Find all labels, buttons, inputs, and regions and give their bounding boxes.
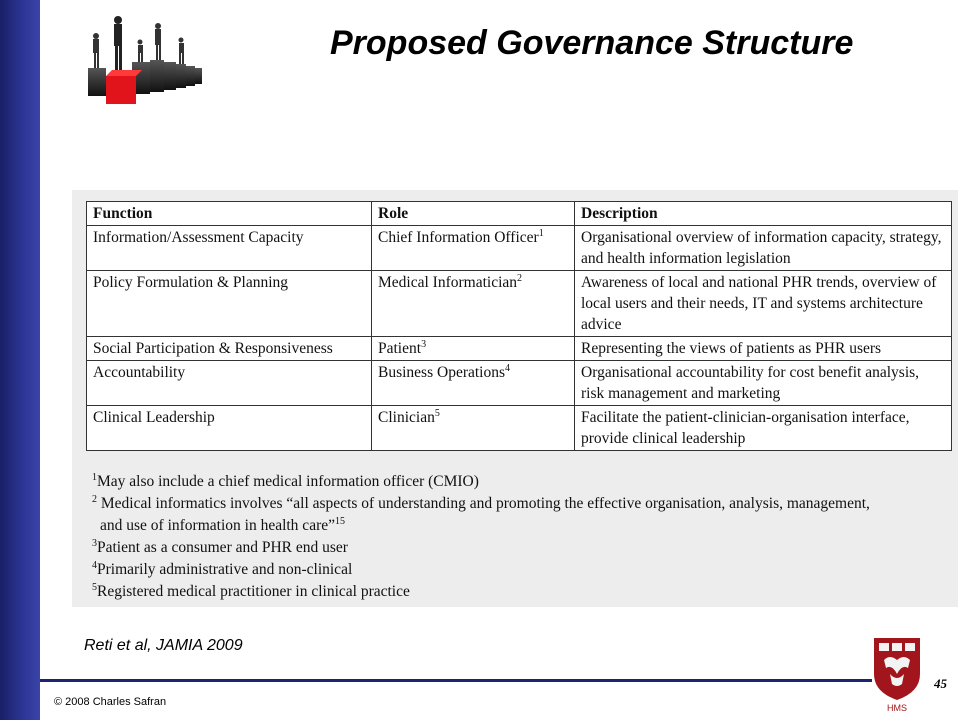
table-row <box>87 271 952 337</box>
role-footnote-marker: 2 <box>517 272 523 284</box>
footnote-text: Primarily administrative and non-clinical <box>97 561 353 578</box>
role-footnote-marker: 5 <box>434 407 440 419</box>
header-role: Role <box>372 202 575 226</box>
table-row <box>87 406 952 451</box>
cell-description: Representing the views of patients as PHR users <box>575 337 952 361</box>
citation: Reti et al, JAMIA 2009 <box>84 637 243 654</box>
cell-role <box>372 337 575 361</box>
slide-title: Proposed Governance Structure <box>330 24 854 62</box>
cell-function: Policy Formulation & Planning <box>87 271 372 337</box>
page-number: 45 <box>934 676 947 691</box>
footnote-3 <box>92 537 952 559</box>
role-footnote-marker: 4 <box>505 362 511 374</box>
role-footnote-marker: 1 <box>538 227 544 239</box>
cell-function: Information/Assessment Capacity <box>87 226 372 271</box>
footnote-2-continued <box>92 515 952 537</box>
table-row <box>87 226 952 271</box>
cell-function: Accountability <box>87 361 372 406</box>
cell-description: Organisational overview of information capacity, strategy, and health information legislation <box>575 226 952 271</box>
business-people-on-blocks-image <box>84 10 204 110</box>
cell-function: Clinical Leadership <box>87 406 372 451</box>
table-header-row <box>87 202 952 226</box>
footnote-4 <box>92 559 952 581</box>
footnote-marker: 5 <box>92 581 97 593</box>
cell-description: Organisational accountability for cost benefit analysis, risk management and marketing <box>575 361 952 406</box>
cell-role <box>372 361 575 406</box>
table-image-panel <box>72 190 958 607</box>
footnote-marker: 3 <box>92 537 97 549</box>
cell-role <box>372 406 575 451</box>
header-function: Function <box>87 202 372 226</box>
cell-description: Awareness of local and national PHR trends, overview of local users and their needs, IT and systems architecture advice <box>575 271 952 337</box>
footnote-text: Medical informatics involves “all aspects of understanding and promoting the effective organisation, analysis, management, <box>97 495 870 512</box>
hms-shield-logo <box>870 634 924 714</box>
left-sidebar-bar <box>0 0 40 720</box>
cell-description: Facilitate the patient-clinician-organisation interface, provide clinical leadership <box>575 406 952 451</box>
footnote-marker: 2 <box>92 493 97 505</box>
role-text: Clinician <box>378 409 435 426</box>
table-row <box>87 361 952 406</box>
footnotes <box>92 471 952 603</box>
footnote-text: Registered medical practitioner in clinical practice <box>97 583 410 600</box>
footnote-1 <box>92 471 952 493</box>
role-text: Business Operations <box>378 364 506 381</box>
table-row <box>87 337 952 361</box>
role-text: Medical Informatician <box>378 274 518 291</box>
role-footnote-marker: 3 <box>421 338 427 350</box>
header-description: Description <box>575 202 952 226</box>
footnote-2 <box>92 493 952 515</box>
footnote-marker: 1 <box>92 471 97 483</box>
footnote-reference: 15 <box>335 515 345 527</box>
shield-logo-text: HMS <box>887 703 907 713</box>
footer-divider <box>40 679 872 682</box>
cell-role <box>372 226 575 271</box>
governance-table <box>86 201 952 451</box>
cell-function: Social Participation & Responsiveness <box>87 337 372 361</box>
footnote-5 <box>92 581 952 603</box>
role-text: Patient <box>378 340 422 357</box>
copyright-text: © 2008 Charles Safran <box>54 696 167 708</box>
footnote-text: Patient as a consumer and PHR end user <box>97 539 348 556</box>
footnote-text: and use of information in health care” <box>100 517 335 534</box>
footnote-marker: 4 <box>92 559 97 571</box>
role-text: Chief Information Officer <box>378 229 539 246</box>
footnote-text: May also include a chief medical information officer (CMIO) <box>97 473 479 490</box>
cell-role <box>372 271 575 337</box>
